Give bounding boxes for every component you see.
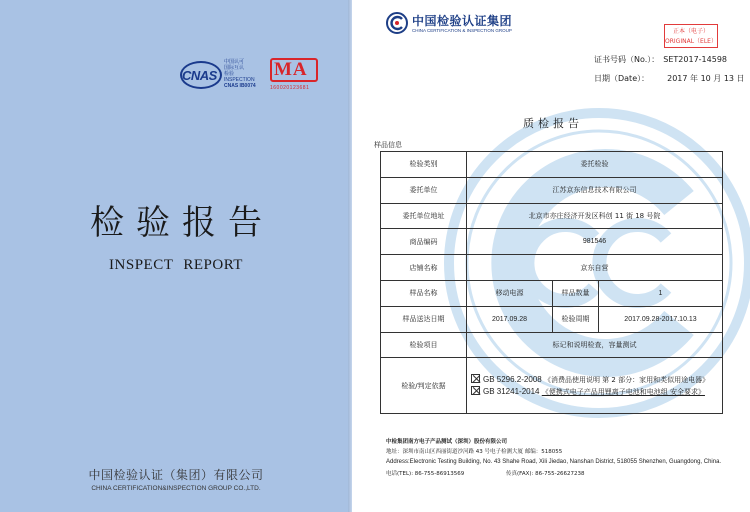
table-row [381, 229, 723, 255]
table-row [381, 152, 723, 178]
cnas-small-cn3: 检验 [224, 71, 235, 77]
cell-label: 检验/判定依据 [381, 358, 467, 414]
cert-number: SET2017-14598 [663, 55, 727, 64]
address-cn: 地址：深圳市南山区西丽街道沙河路 43 号电子检测大厦 邮编：518055 [386, 449, 563, 455]
cell-value: 移动电源 [467, 280, 553, 306]
cnas-small-en: INSPECTION [224, 77, 255, 83]
cnas-small-cn1: 中国认可 [224, 59, 245, 65]
page-gutter [348, 0, 352, 512]
contact-row [386, 469, 736, 479]
table-row [381, 332, 723, 358]
cell-label: 检验周期 [553, 306, 599, 332]
cnas-id: CNAS IB0074 [224, 83, 256, 89]
cell-value: 标记和说明检查，容量测试 [467, 332, 723, 358]
original-stamp [664, 24, 718, 48]
stamp-line-1: 正本（电子） [672, 28, 709, 35]
cell-value: 2017.09.28-2017.10.13 [599, 306, 723, 332]
cnas-logo-text: CNAS [182, 68, 217, 83]
section-label: 样品信息 [374, 141, 402, 149]
cma-logo-text: MA [274, 59, 308, 80]
report-page [356, 0, 750, 512]
basis-cell [467, 358, 723, 414]
cell-value: 委托检验 [467, 152, 723, 178]
stamp-line-2: ORIGINAL（ELE） [665, 38, 717, 45]
fax: 传真(FAX): 86-755-26627238 [506, 471, 585, 477]
cma-logo [270, 58, 320, 92]
cover-subtitle: INSPECT REPORT [109, 257, 243, 273]
cell-value: 1 [599, 280, 723, 306]
cell-label: 样品数量 [553, 280, 599, 306]
cnas-logo [180, 57, 265, 93]
cnas-small-cn2: 国际互认 [224, 65, 245, 71]
issuer-name: 中检集团南方电子产品测试（深圳）股份有限公司 [386, 439, 508, 445]
date-row [594, 73, 745, 84]
cma-number: 160020123681 [270, 85, 310, 91]
report-org-name-cn: 中国检验认证集团 [412, 14, 513, 28]
report-org-name-en: CHINA CERTIFICATION & INSPECTION GROUP [412, 28, 512, 33]
basis-item-1 [471, 374, 718, 386]
cell-label: 委托单位 [381, 177, 467, 203]
report-cover [0, 0, 352, 512]
table-row [381, 177, 723, 203]
basis-code: GB 5296.2-2008 [483, 374, 542, 384]
ccic-logo-icon [386, 12, 408, 34]
basis-item-2 [471, 386, 718, 398]
cell-label: 委托单位地址 [381, 203, 467, 229]
cell-label: 检验类别 [381, 152, 467, 178]
sample-info-table [380, 151, 723, 414]
cell-value: 981546 [467, 229, 723, 255]
address-en: Address:Electronic Testing Building, No. 43 Shahe Road, Xili Jiedao, Nanshan District, 518055 Shenzhen, Guangdong, China. [386, 459, 722, 465]
cell-value: 江苏京东信息技术有限公司 [467, 177, 723, 203]
checked-box-icon [471, 386, 480, 395]
cell-value: 北京市亦庄经济开发区科创 11 街 18 号院 [467, 203, 723, 229]
cert-number-label: 证书号码（No.）： [594, 55, 660, 64]
cell-label: 检验项目 [381, 332, 467, 358]
basis-code: GB 31241-2014 [483, 386, 540, 396]
cell-value: 2017.09.28 [467, 306, 553, 332]
cover-org-name-cn: 中国检验认证（集团）有限公司 [88, 468, 264, 482]
checked-box-icon [471, 374, 480, 383]
cell-value: 京东自营 [467, 255, 723, 281]
table-row [381, 306, 723, 332]
table-row [381, 255, 723, 281]
telephone: 电话(TEL): 86-755-86913569 [386, 471, 465, 477]
document-title: 质检报告 [523, 117, 583, 130]
table-row [381, 280, 723, 306]
table-row [381, 203, 723, 229]
cell-label: 样品送达日期 [381, 306, 467, 332]
cover-title: 检验报告 [90, 203, 274, 243]
cell-label: 样品名称 [381, 280, 467, 306]
basis-text: 《消费品使用说明 第 2 部分：家用和类似用途电器》 [543, 375, 710, 384]
table-row [381, 358, 723, 414]
date-label: 日期（Date）： [594, 74, 650, 83]
report-footer [386, 437, 736, 479]
cell-label: 商品编码 [381, 229, 467, 255]
cover-org-name-en: CHINA CERTIFICATION&INSPECTION GROUP CO.,LTD. [91, 485, 261, 492]
report-date: 2017 年 10 月 13 日 [667, 74, 745, 83]
basis-text: 《便携式电子产品用锂离子电池和电池组 安全要求》 [541, 387, 705, 396]
cell-label: 店铺名称 [381, 255, 467, 281]
cert-number-row [594, 54, 727, 65]
